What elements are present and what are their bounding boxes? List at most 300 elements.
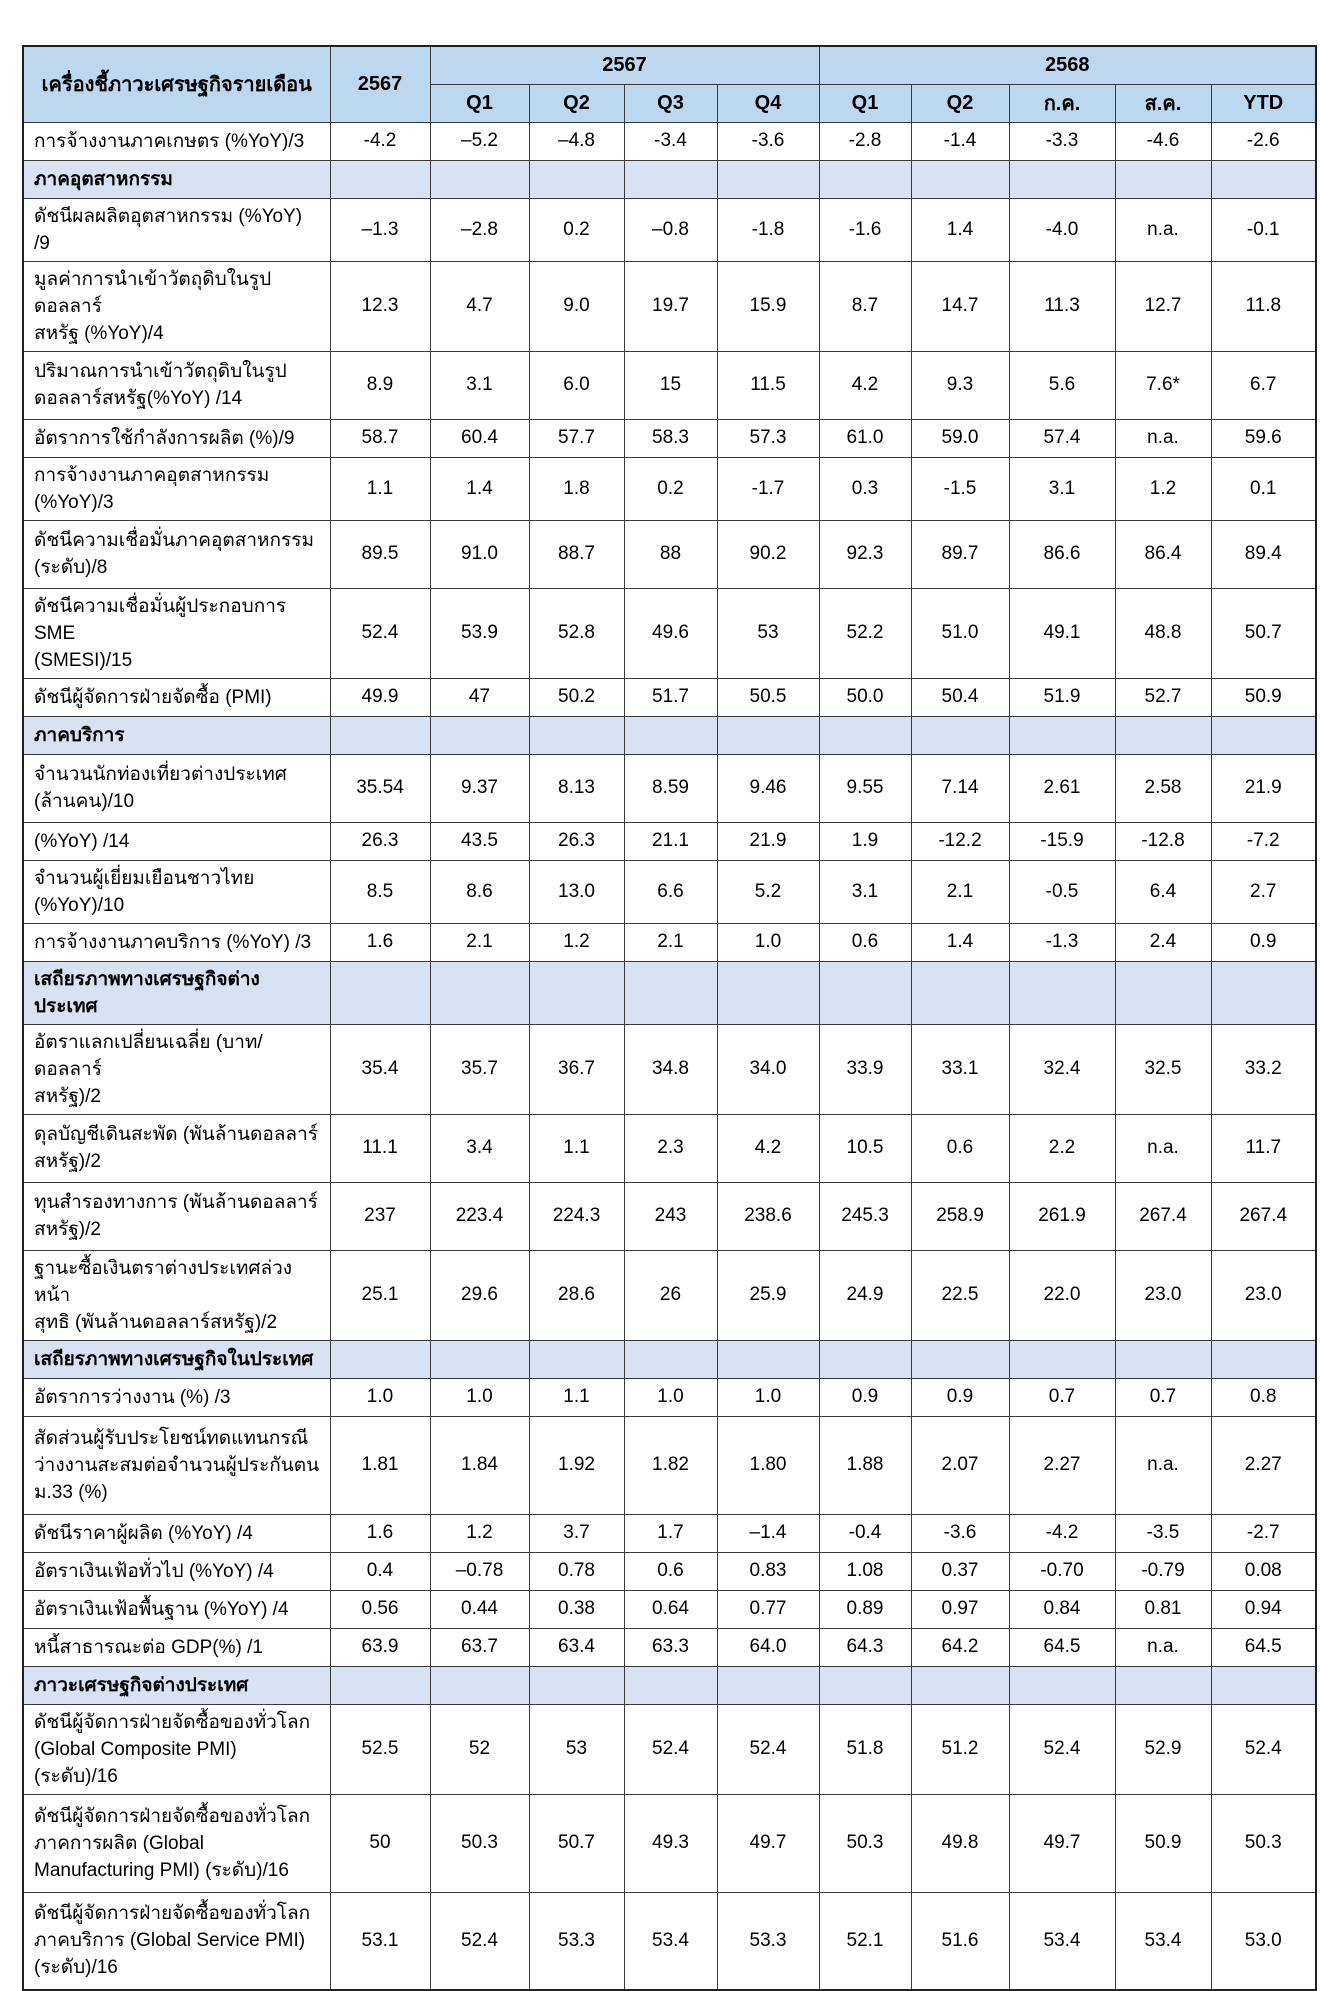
value-cell: 63.9 (330, 1628, 430, 1666)
table-row (23, 419, 1316, 457)
value-cell: 2.27 (1211, 1416, 1316, 1514)
value-cell: 21.9 (717, 822, 819, 860)
value-cell: 1.82 (624, 1416, 717, 1514)
value-cell: –5.2 (430, 122, 529, 160)
value-cell: -0.79 (1115, 1552, 1211, 1590)
value-cell: 50.4 (911, 678, 1009, 716)
value-cell: 64.3 (819, 1628, 911, 1666)
value-cell: 53.4 (624, 1892, 717, 1990)
jul-2568-header: ก.ค. (1009, 84, 1115, 122)
value-cell: 52.8 (529, 588, 624, 678)
value-cell: 9.55 (819, 754, 911, 822)
value-cell: 86.6 (1009, 520, 1115, 588)
value-cell: -1.3 (1009, 923, 1115, 961)
value-cell: n.a. (1115, 1416, 1211, 1514)
value-cell: 49.9 (330, 678, 430, 716)
value-cell: 1.6 (330, 1514, 430, 1552)
value-cell: 11.1 (330, 1114, 430, 1182)
section-empty-cell (1211, 961, 1316, 1024)
economic-indicators-table (22, 45, 1317, 1991)
value-cell: -3.5 (1115, 1514, 1211, 1552)
value-cell: 91.0 (430, 520, 529, 588)
value-cell: 1.1 (529, 1378, 624, 1416)
section-empty-cell (330, 1340, 430, 1378)
value-cell: 52.1 (819, 1892, 911, 1990)
value-cell: 34.0 (717, 1024, 819, 1114)
value-cell: -1.4 (911, 122, 1009, 160)
section-empty-cell (330, 160, 430, 198)
value-cell: -4.2 (1009, 1514, 1115, 1552)
section-empty-cell (911, 716, 1009, 754)
value-cell: -1.6 (819, 198, 911, 261)
indicator-label: ดัชนีผลผลิตอุตสาหกรรม (%YoY) /9 (23, 198, 330, 261)
value-cell: 53 (529, 1704, 624, 1794)
value-cell: 15.9 (717, 261, 819, 351)
value-cell: 52.4 (330, 588, 430, 678)
value-cell: 33.2 (1211, 1024, 1316, 1114)
section-empty-cell (430, 160, 529, 198)
value-cell: 47 (430, 678, 529, 716)
value-cell: 6.0 (529, 351, 624, 419)
value-cell: 267.4 (1115, 1182, 1211, 1250)
value-cell: 1.7 (624, 1514, 717, 1552)
value-cell: 2.1 (911, 860, 1009, 923)
value-cell: 0.6 (819, 923, 911, 961)
value-cell: 53.1 (330, 1892, 430, 1990)
value-cell: 89.7 (911, 520, 1009, 588)
value-cell: -7.2 (1211, 822, 1316, 860)
value-cell: 8.5 (330, 860, 430, 923)
section-row (23, 1666, 1316, 1704)
section-empty-cell (1211, 1340, 1316, 1378)
value-cell: 49.3 (624, 1794, 717, 1892)
value-cell: 50.9 (1211, 678, 1316, 716)
section-empty-cell (717, 716, 819, 754)
value-cell: 29.6 (430, 1250, 529, 1340)
value-cell: 50.9 (1115, 1794, 1211, 1892)
value-cell: 2.1 (624, 923, 717, 961)
value-cell: 50.3 (819, 1794, 911, 1892)
value-cell: 2.58 (1115, 754, 1211, 822)
indicator-label: มูลค่าการนำเข้าวัตถุดิบในรูปดอลลาร์ สหรัฐ (%YoY)/4 (23, 261, 330, 351)
table-row (23, 923, 1316, 961)
indicator-column-header: เครื่องชี้ภาวะเศรษฐกิจรายเดือน (23, 46, 330, 122)
table-row (23, 678, 1316, 716)
value-cell: 0.44 (430, 1590, 529, 1628)
value-cell: 1.1 (330, 457, 430, 520)
table-row (23, 1182, 1316, 1250)
value-cell: 53.4 (1009, 1892, 1115, 1990)
value-cell: 88 (624, 520, 717, 588)
value-cell: 0.7 (1115, 1378, 1211, 1416)
section-empty-cell (1211, 160, 1316, 198)
value-cell: -3.3 (1009, 122, 1115, 160)
section-empty-cell (1115, 160, 1211, 198)
value-cell: 51.2 (911, 1704, 1009, 1794)
value-cell: 9.0 (529, 261, 624, 351)
value-cell: 50.5 (717, 678, 819, 716)
value-cell: 0.4 (330, 1552, 430, 1590)
value-cell: 53.0 (1211, 1892, 1316, 1990)
value-cell: 1.9 (819, 822, 911, 860)
indicator-label: ดัชนีผู้จัดการฝ่ายจัดซื้อ (PMI) (23, 678, 330, 716)
value-cell: 52.4 (717, 1704, 819, 1794)
value-cell: 237 (330, 1182, 430, 1250)
indicator-label: ฐานะซื้อเงินตราต่างประเทศล่วงหน้า สุทธิ (พันล้านดอลลาร์สหรัฐ)/2 (23, 1250, 330, 1340)
section-empty-cell (911, 1666, 1009, 1704)
table-body (23, 122, 1316, 1990)
value-cell: 53 (717, 588, 819, 678)
value-cell: 50 (330, 1794, 430, 1892)
section-label: เสถียรภาพทางเศรษฐกิจต่างประเทศ (23, 961, 330, 1024)
value-cell: 53.4 (1115, 1892, 1211, 1990)
value-cell: 1.88 (819, 1416, 911, 1514)
value-cell: 36.7 (529, 1024, 624, 1114)
section-empty-cell (1009, 1666, 1115, 1704)
value-cell: 50.2 (529, 678, 624, 716)
value-cell: 1.0 (430, 1378, 529, 1416)
value-cell: 50.7 (1211, 588, 1316, 678)
value-cell: 2.07 (911, 1416, 1009, 1514)
indicator-label: อัตราการใช้กำลังการผลิต (%)/9 (23, 419, 330, 457)
value-cell: 24.9 (819, 1250, 911, 1340)
table-row (23, 520, 1316, 588)
value-cell: 58.3 (624, 419, 717, 457)
indicator-label: อัตราการว่างงาน (%) /3 (23, 1378, 330, 1416)
indicator-label: (%YoY) /14 (23, 822, 330, 860)
table-row (23, 1416, 1316, 1514)
section-empty-cell (529, 1340, 624, 1378)
value-cell: 64.0 (717, 1628, 819, 1666)
section-empty-cell (330, 961, 430, 1024)
section-empty-cell (1009, 961, 1115, 1024)
value-cell: n.a. (1115, 1114, 1211, 1182)
section-empty-cell (911, 961, 1009, 1024)
value-cell: 2.2 (1009, 1114, 1115, 1182)
value-cell: 11.3 (1009, 261, 1115, 351)
indicator-label: จำนวนผู้เยี่ยมเยือนชาวไทย (%YoY)/10 (23, 860, 330, 923)
value-cell: 61.0 (819, 419, 911, 457)
value-cell: 22.5 (911, 1250, 1009, 1340)
indicator-label: ทุนสำรองทางการ (พันล้านดอลลาร์ สหรัฐ)/2 (23, 1182, 330, 1250)
value-cell: 238.6 (717, 1182, 819, 1250)
table-row (23, 1794, 1316, 1892)
value-cell: n.a. (1115, 419, 1211, 457)
section-empty-cell (1211, 716, 1316, 754)
table-row (23, 822, 1316, 860)
value-cell: 50.3 (1211, 1794, 1316, 1892)
value-cell: 1.2 (529, 923, 624, 961)
value-cell: 9.3 (911, 351, 1009, 419)
value-cell: 12.3 (330, 261, 430, 351)
indicator-label: สัดส่วนผู้รับประโยชน์ทดแทนกรณี ว่างงานสะสมต่อจำนวนผู้ประกันตน ม.33 (%) (23, 1416, 330, 1514)
value-cell: -4.6 (1115, 122, 1211, 160)
value-cell: 2.7 (1211, 860, 1316, 923)
value-cell: 23.0 (1211, 1250, 1316, 1340)
value-cell: 50.7 (529, 1794, 624, 1892)
indicator-label: ดัชนีผู้จัดการฝ่ายจัดซื้อของทั่วโลก (Global Composite PMI) (ระดับ)/16 (23, 1704, 330, 1794)
value-cell: 25.9 (717, 1250, 819, 1340)
value-cell: -1.8 (717, 198, 819, 261)
value-cell: 26.3 (330, 822, 430, 860)
section-empty-cell (1009, 716, 1115, 754)
value-cell: 49.8 (911, 1794, 1009, 1892)
section-empty-cell (624, 1340, 717, 1378)
indicator-label: จำนวนนักท่องเที่ยวต่างประเทศ (ล้านคน)/10 (23, 754, 330, 822)
value-cell: 0.7 (1009, 1378, 1115, 1416)
section-row (23, 961, 1316, 1024)
section-empty-cell (717, 1666, 819, 1704)
value-cell: 59.6 (1211, 419, 1316, 457)
value-cell: 52.9 (1115, 1704, 1211, 1794)
table-row (23, 1514, 1316, 1552)
value-cell: 33.9 (819, 1024, 911, 1114)
table-row (23, 588, 1316, 678)
value-cell: 1.0 (330, 1378, 430, 1416)
value-cell: –4.8 (529, 122, 624, 160)
section-empty-cell (624, 1666, 717, 1704)
value-cell: 63.3 (624, 1628, 717, 1666)
q4-2567-header: Q4 (717, 84, 819, 122)
year-2567-group-header: 2567 (430, 46, 819, 84)
value-cell: 52 (430, 1704, 529, 1794)
value-cell: 0.6 (911, 1114, 1009, 1182)
section-label: ภาคอุตสาหกรรม (23, 160, 330, 198)
value-cell: 0.56 (330, 1590, 430, 1628)
value-cell: 0.64 (624, 1590, 717, 1628)
q2-2568-header: Q2 (911, 84, 1009, 122)
value-cell: 8.9 (330, 351, 430, 419)
value-cell: -15.9 (1009, 822, 1115, 860)
value-cell: 224.3 (529, 1182, 624, 1250)
table-row (23, 1892, 1316, 1990)
q3-2567-header: Q3 (624, 84, 717, 122)
value-cell: 1.4 (430, 457, 529, 520)
value-cell: 9.37 (430, 754, 529, 822)
value-cell: 267.4 (1211, 1182, 1316, 1250)
section-empty-cell (819, 1340, 911, 1378)
table-row (23, 1628, 1316, 1666)
value-cell: 0.1 (1211, 457, 1316, 520)
value-cell: 35.4 (330, 1024, 430, 1114)
value-cell: 1.2 (430, 1514, 529, 1552)
section-empty-cell (717, 961, 819, 1024)
value-cell: 0.6 (624, 1552, 717, 1590)
value-cell: 3.1 (819, 860, 911, 923)
section-empty-cell (1115, 1666, 1211, 1704)
value-cell: 0.2 (624, 457, 717, 520)
value-cell: 12.7 (1115, 261, 1211, 351)
value-cell: 51.9 (1009, 678, 1115, 716)
value-cell: 1.81 (330, 1416, 430, 1514)
value-cell: 7.14 (911, 754, 1009, 822)
value-cell: 0.2 (529, 198, 624, 261)
section-empty-cell (529, 716, 624, 754)
indicator-label: ดัชนีผู้จัดการฝ่ายจัดซื้อของทั่วโลก ภาคบริการ (Global Service PMI) (ระดับ)/16 (23, 1892, 330, 1990)
section-empty-cell (624, 716, 717, 754)
value-cell: 0.84 (1009, 1590, 1115, 1628)
q2-2567-header: Q2 (529, 84, 624, 122)
value-cell: 52.2 (819, 588, 911, 678)
annual-2567-header: 2567 (330, 46, 430, 122)
value-cell: 25.1 (330, 1250, 430, 1340)
table-row (23, 1378, 1316, 1416)
section-label: ภาวะเศรษฐกิจต่างประเทศ (23, 1666, 330, 1704)
section-empty-cell (717, 1340, 819, 1378)
value-cell: 23.0 (1115, 1250, 1211, 1340)
value-cell: -3.6 (717, 122, 819, 160)
value-cell: 0.9 (819, 1378, 911, 1416)
value-cell: 89.4 (1211, 520, 1316, 588)
value-cell: 57.3 (717, 419, 819, 457)
indicator-label: ดัชนีความเชื่อมั่นผู้ประกอบการ SME (SMESI)/15 (23, 588, 330, 678)
value-cell: -2.6 (1211, 122, 1316, 160)
indicator-label: ดัชนีผู้จัดการฝ่ายจัดซื้อของทั่วโลก ภาคการผลิต (Global Manufacturing PMI) (ระดับ)/16 (23, 1794, 330, 1892)
section-empty-cell (430, 1666, 529, 1704)
value-cell: 33.1 (911, 1024, 1009, 1114)
value-cell: -1.5 (911, 457, 1009, 520)
value-cell: 32.5 (1115, 1024, 1211, 1114)
value-cell: 4.2 (819, 351, 911, 419)
value-cell: 50.0 (819, 678, 911, 716)
indicator-label: ดุลบัญชีเดินสะพัด (พันล้านดอลลาร์ สหรัฐ)/2 (23, 1114, 330, 1182)
section-empty-cell (717, 160, 819, 198)
value-cell: 6.6 (624, 860, 717, 923)
section-empty-cell (1115, 716, 1211, 754)
value-cell: 8.6 (430, 860, 529, 923)
value-cell: 58.7 (330, 419, 430, 457)
value-cell: 57.4 (1009, 419, 1115, 457)
value-cell: n.a. (1115, 198, 1211, 261)
table-row (23, 198, 1316, 261)
value-cell: 49.7 (717, 1794, 819, 1892)
value-cell: -3.4 (624, 122, 717, 160)
value-cell: 6.7 (1211, 351, 1316, 419)
section-empty-cell (819, 1666, 911, 1704)
indicator-label: ปริมาณการนำเข้าวัตถุดิบในรูป ดอลลาร์สหรัฐ(%YoY) /14 (23, 351, 330, 419)
value-cell: -4.2 (330, 122, 430, 160)
value-cell: 11.7 (1211, 1114, 1316, 1182)
value-cell: 51.0 (911, 588, 1009, 678)
value-cell: 90.2 (717, 520, 819, 588)
section-empty-cell (819, 961, 911, 1024)
section-empty-cell (1009, 160, 1115, 198)
value-cell: 59.0 (911, 419, 1009, 457)
table-row (23, 860, 1316, 923)
value-cell: 14.7 (911, 261, 1009, 351)
value-cell: 92.3 (819, 520, 911, 588)
table-header (23, 46, 1316, 122)
value-cell: 1.0 (717, 1378, 819, 1416)
section-empty-cell (430, 1340, 529, 1378)
section-empty-cell (1009, 1340, 1115, 1378)
value-cell: –0.78 (430, 1552, 529, 1590)
value-cell: 32.4 (1009, 1024, 1115, 1114)
value-cell: 13.0 (529, 860, 624, 923)
value-cell: 3.7 (529, 1514, 624, 1552)
value-cell: -4.0 (1009, 198, 1115, 261)
value-cell: 34.8 (624, 1024, 717, 1114)
value-cell: –2.8 (430, 198, 529, 261)
value-cell: n.a. (1115, 1628, 1211, 1666)
value-cell: 28.6 (529, 1250, 624, 1340)
section-empty-cell (430, 716, 529, 754)
table-row (23, 261, 1316, 351)
value-cell: 15 (624, 351, 717, 419)
indicator-label: อัตราเงินเฟ้อพื้นฐาน (%YoY) /4 (23, 1590, 330, 1628)
indicator-label: ดัชนีราคาผู้ผลิต (%YoY) /4 (23, 1514, 330, 1552)
value-cell: 1.92 (529, 1416, 624, 1514)
value-cell: 11.5 (717, 351, 819, 419)
table-row (23, 1552, 1316, 1590)
value-cell: 52.4 (624, 1704, 717, 1794)
section-empty-cell (624, 160, 717, 198)
value-cell: 51.8 (819, 1704, 911, 1794)
value-cell: 52.4 (1009, 1704, 1115, 1794)
aug-2568-header: ส.ค. (1115, 84, 1211, 122)
value-cell: -2.8 (819, 122, 911, 160)
section-empty-cell (529, 1666, 624, 1704)
value-cell: 0.08 (1211, 1552, 1316, 1590)
table-row (23, 1590, 1316, 1628)
value-cell: 26.3 (529, 822, 624, 860)
table-row (23, 351, 1316, 419)
q1-2567-header: Q1 (430, 84, 529, 122)
value-cell: 1.08 (819, 1552, 911, 1590)
value-cell: 53.9 (430, 588, 529, 678)
value-cell: 50.3 (430, 1794, 529, 1892)
value-cell: 89.5 (330, 520, 430, 588)
value-cell: 53.3 (717, 1892, 819, 1990)
section-empty-cell (430, 961, 529, 1024)
section-empty-cell (529, 961, 624, 1024)
value-cell: 64.2 (911, 1628, 1009, 1666)
monthly-indicators-table (22, 45, 1317, 1991)
value-cell: 19.7 (624, 261, 717, 351)
value-cell: 2.4 (1115, 923, 1211, 961)
section-label: ภาคบริการ (23, 716, 330, 754)
value-cell: -12.2 (911, 822, 1009, 860)
section-empty-cell (911, 160, 1009, 198)
value-cell: 8.7 (819, 261, 911, 351)
table-row (23, 122, 1316, 160)
value-cell: –1.4 (717, 1514, 819, 1552)
value-cell: 0.37 (911, 1552, 1009, 1590)
value-cell: 0.9 (911, 1378, 1009, 1416)
value-cell: 5.6 (1009, 351, 1115, 419)
value-cell: 63.4 (529, 1628, 624, 1666)
section-row (23, 716, 1316, 754)
value-cell: 88.7 (529, 520, 624, 588)
section-empty-cell (624, 961, 717, 1024)
indicator-label: หนี้สาธารณะต่อ GDP(%) /1 (23, 1628, 330, 1666)
value-cell: 49.7 (1009, 1794, 1115, 1892)
indicator-label: ดัชนีความเชื่อมั่นภาคอุตสาหกรรม (ระดับ)/8 (23, 520, 330, 588)
value-cell: 57.7 (529, 419, 624, 457)
value-cell: 4.2 (717, 1114, 819, 1182)
table-row (23, 754, 1316, 822)
value-cell: 1.6 (330, 923, 430, 961)
section-empty-cell (330, 1666, 430, 1704)
indicator-label: อัตราเงินเฟ้อทั่วไป (%YoY) /4 (23, 1552, 330, 1590)
value-cell: 52.7 (1115, 678, 1211, 716)
indicator-label: อัตราแลกเปลี่ยนเฉลี่ย (บาท/ดอลลาร์ สหรัฐ)/2 (23, 1024, 330, 1114)
value-cell: 258.9 (911, 1182, 1009, 1250)
ytd-2568-header: YTD (1211, 84, 1316, 122)
value-cell: 51.6 (911, 1892, 1009, 1990)
value-cell: 51.7 (624, 678, 717, 716)
section-empty-cell (529, 160, 624, 198)
